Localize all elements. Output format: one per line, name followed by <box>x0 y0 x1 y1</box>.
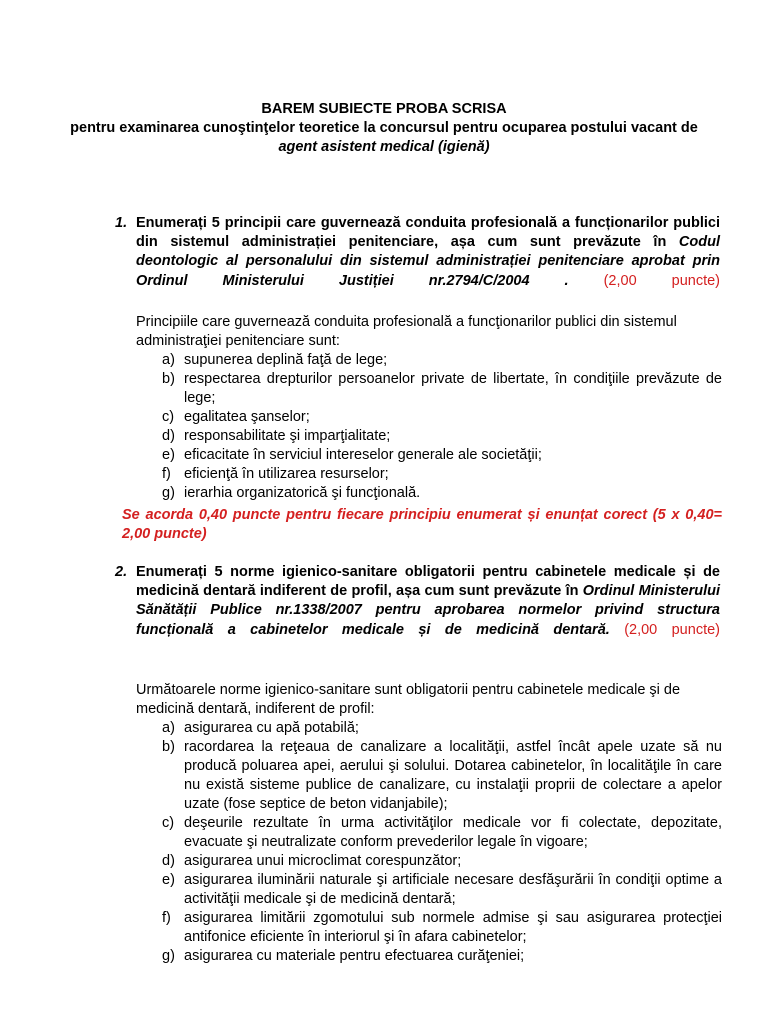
question-2-text: Enumerați 5 norme igienico-sanitare obligatorii pentru cabinetele medicale și de medicină dentară indiferent de profil, așa cum sunt prevăzute în Ordinul Ministerului Sănătății Publice nr.1338/2007 pentru aprobarea normelor privind structura funcțională a cabinetelor medicale și de medicină dentară. (2,00 puncte) <box>136 564 720 638</box>
question-1-answer-intro: Principiile care guvernează conduita profesională a funcţionarilor publici din sistemul administraţiei penitenciare sunt: <box>136 314 677 349</box>
question-1-score-note: Se acorda 0,40 puncte pentru fiecare principiu enumerat și enunțat corect (5 x 0,40= 2,00 puncte) <box>122 507 722 542</box>
list-item: c) egalitatea şanselor; <box>162 409 310 425</box>
list-item: f) asigurarea limitării zgomotului sub normele admise şi sau asigurarea protecţiei antifonice eficiente în interiorul şi în afara cabinetelor; <box>162 910 722 945</box>
question-2-answer-intro: Următoarele norme igienico-sanitare sunt obligatorii pentru cabinetele medicale şi de medicină dentară, indiferent de profil: <box>136 682 681 717</box>
list-item: g) asigurarea cu materiale pentru efectuarea curăţeniei; <box>162 948 525 964</box>
list-item: f) eficienţă în utilizarea resurselor; <box>162 466 389 482</box>
list-item: b) racordarea la reţeaua de canalizare a localităţii, astfel încât apele uzate să nu producă poluarea apei, aerului şi solului. Dotarea cabinetelor, în localităţile în care nu există sisteme publice de canalizare, cu instalaţii proprii de colectare a apelor uzate (fose septice de beton vidanjabile); <box>162 739 722 812</box>
question-2 <box>115 563 720 640</box>
list-item: a) asigurarea cu apă potabilă; <box>162 720 359 736</box>
list-item: c) deşeurile rezultate în urma activităţilor medicale vor fi colectate, depozitate, evacuate şi neutralizate conform prevederilor legale în vigoare; <box>162 815 722 850</box>
question-2-number: 2. <box>115 564 128 580</box>
list-item: e) eficacitate în serviciul intereselor generale ale societăţii; <box>162 447 542 463</box>
question-1-answer-list <box>162 351 722 503</box>
list-item: e) asigurarea iluminării naturale şi artificiale necesare desfăşurării în condiţii optime a activităţii medicale şi de medicină dentară; <box>162 872 722 907</box>
question-1-points: (2,00 puncte) <box>603 272 721 289</box>
document-subtitle: pentru examinarea cunoştinţelor teoretice la concursul pentru ocuparea postului vacant de <box>70 120 698 136</box>
document-header <box>40 100 728 157</box>
question-1-text: Enumerați 5 principii care guvernează conduita profesională a funcționarilor publici din sistemul administrației penitenciare, așa cum sunt prevăzute în Codul deontologic al personalului din sistemul administrației penitenciare aprobat prin Ordinul Ministerului Justiției nr.2794/C/2004 . (2,00 puncte) <box>136 215 721 289</box>
question-2-points: (2,00 puncte) <box>624 621 720 638</box>
list-item: g) ierarhia organizatorică şi funcţională. <box>162 485 421 501</box>
list-item: d) asigurarea unui microclimat corespunzător; <box>162 853 462 869</box>
document-position: agent asistent medical (igienă) <box>278 139 490 155</box>
list-item: b) respectarea drepturilor persoanelor private de libertate, în condiţiile prevăzute de lege; <box>162 371 722 406</box>
document-title: BAREM SUBIECTE PROBA SCRISA <box>261 101 507 117</box>
question-1 <box>115 214 721 291</box>
list-item: a) supunerea deplină faţă de lege; <box>162 352 388 368</box>
list-item: d) responsabilitate şi imparţialitate; <box>162 428 391 444</box>
question-2-answer-list <box>162 719 722 966</box>
question-1-number: 1. <box>115 215 128 231</box>
